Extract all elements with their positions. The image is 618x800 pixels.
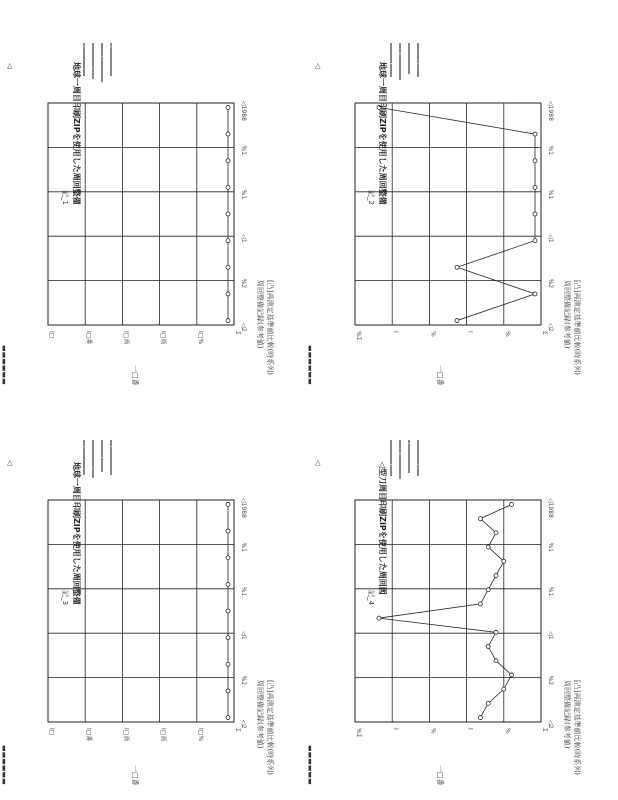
- notes-text-mark: [83, 458, 85, 462]
- page-mid-edge-mark: ▬▬▬▬▬▬: [306, 345, 314, 385]
- notes-text-mark: [83, 57, 85, 61]
- x-tick-label: ◁2: [240, 323, 247, 332]
- y-tick-label: I□番: [85, 728, 93, 742]
- y-tick-label: I□: [48, 331, 55, 339]
- page-mid-edge-mark-2: ▬▬▬▬▬▬: [306, 745, 314, 785]
- notes-text-mark: [399, 64, 401, 68]
- page-label-2: 一□番: [131, 765, 139, 786]
- data-point: [486, 701, 490, 705]
- data-point: [226, 716, 230, 720]
- data-point: [455, 319, 459, 323]
- notes-text-mark: [83, 43, 85, 46]
- x-tick-label: %2: [547, 675, 554, 686]
- y-tick-label: %Σ: [355, 331, 362, 341]
- notes-text-mark: [399, 50, 401, 53]
- notes-text-mark: [417, 461, 419, 464]
- notes-text-mark: [399, 465, 401, 469]
- x-tick-label: %1: [240, 189, 247, 200]
- x-tick-label: %1: [547, 586, 554, 597]
- notes-text-mark: [399, 468, 401, 479]
- notes-text-mark: [110, 71, 112, 76]
- y-tick-label: I□%: [196, 728, 204, 742]
- notes-text-mark: [101, 68, 103, 72]
- page-label-4: 一□番: [436, 765, 444, 786]
- x-tick-label: %1: [547, 189, 554, 200]
- x-tick-label: %1: [240, 542, 247, 552]
- notes-text-mark: [83, 444, 85, 447]
- x-tick-label: %1: [240, 145, 247, 155]
- data-point: [486, 645, 490, 649]
- panel-footer-3a: [凸]再測定基準値比較(時系列): [266, 680, 274, 775]
- data-point: [226, 132, 230, 136]
- notes-text-mark: [417, 71, 419, 77]
- notes-text-mark: [101, 468, 103, 472]
- y-tick-label: I□画: [122, 728, 130, 742]
- notes-text-mark: [399, 71, 401, 80]
- data-point: [226, 636, 230, 640]
- y-tick-label: %: [503, 728, 511, 734]
- page-left-edge-mark: ▬▬▬▬▬▬: [0, 345, 8, 385]
- y-tick-label: I□画: [159, 728, 167, 742]
- y-tick-label: I□画: [159, 331, 167, 345]
- page-left-edge-mark-2: ▬▬▬▬▬▬: [0, 745, 8, 785]
- data-point: [510, 673, 514, 677]
- data-point: [533, 292, 537, 296]
- notes-text-mark: [408, 440, 410, 443]
- panel-subtitle-3: 記_3: [61, 590, 69, 605]
- corner-mark: ◁: [314, 460, 322, 466]
- corner-mark: ◁: [6, 63, 14, 69]
- x-tick-label: %2: [240, 278, 247, 289]
- y-tick-label: I: [466, 728, 474, 730]
- notes-text-mark: [408, 54, 410, 58]
- y-tick-label: Σ: [234, 331, 241, 335]
- notes-text-mark: [110, 57, 112, 61]
- notes-text-mark: [390, 71, 392, 77]
- notes-text-mark: [417, 444, 419, 448]
- x-tick-label: ◁2: [547, 720, 554, 729]
- x-tick-label: ◁1: [547, 234, 554, 243]
- notes-text-mark: [390, 468, 392, 476]
- notes-text-mark: [408, 468, 410, 473]
- data-point: [226, 502, 230, 506]
- corner-mark: ◁: [6, 460, 14, 466]
- notes-text-mark: [390, 43, 392, 47]
- data-point: [533, 239, 537, 243]
- data-point: [226, 609, 230, 613]
- data-point: [226, 265, 230, 269]
- x-tick-label: ◁2: [547, 323, 554, 332]
- data-point: [494, 531, 498, 535]
- data-point: [533, 159, 537, 163]
- x-tick-label: ◁1988: [547, 101, 554, 121]
- series-line: [379, 504, 512, 717]
- notes-text-mark: [110, 458, 112, 462]
- data-point: [226, 239, 230, 243]
- panel-title-2: 地球一周目印刷ZIPを使用した周回整備: [378, 62, 387, 205]
- y-tick-label: Σ: [541, 728, 548, 732]
- data-point: [478, 517, 482, 521]
- notes-text-mark: [390, 61, 392, 64]
- x-tick-label: ◁2: [240, 720, 247, 729]
- y-tick-label: Σ: [541, 331, 548, 335]
- data-point: [478, 602, 482, 606]
- panel-footer-2b: 周回整備記録(参考値): [563, 280, 571, 349]
- y-tick-label: I: [466, 331, 474, 333]
- y-tick-label: I□番: [85, 331, 93, 345]
- y-tick-label: I□%: [196, 331, 204, 345]
- data-point: [486, 545, 490, 549]
- panel-title-4: ◁型刀周目印刷ZIPを使用した周回図: [378, 462, 387, 595]
- notes-text-mark: [83, 71, 85, 76]
- x-tick-label: ◁1988: [240, 498, 247, 518]
- notes-text-mark: [101, 71, 103, 82]
- panel-subtitle-4: 記_4: [367, 590, 375, 605]
- data-point: [226, 662, 230, 666]
- data-point: [455, 265, 459, 269]
- x-tick-label: ◁1988: [547, 498, 554, 518]
- data-point: [226, 689, 230, 693]
- notes-text-mark: [101, 454, 103, 457]
- notes-text-mark: [408, 454, 410, 458]
- notes-text-mark: [92, 447, 94, 451]
- data-point: [226, 529, 230, 533]
- notes-text-mark: [92, 71, 94, 79]
- panel-subtitle-2: 記_2: [367, 190, 375, 205]
- notes-text-mark: [92, 64, 94, 67]
- notes-text-mark: [390, 461, 392, 464]
- data-point: [377, 616, 381, 620]
- y-tick-label: I: [392, 728, 400, 730]
- data-point: [502, 687, 506, 691]
- panel-title-3: 地球一周目印刷ZIPを使用した周回整備: [72, 462, 81, 605]
- panel-footer-2a: [凸]再測定基準値比較(時系列): [573, 280, 581, 375]
- panel-footer-4a: [凸]再測定基準値比較(時系列): [573, 680, 581, 775]
- notes-text-mark: [110, 43, 112, 46]
- page-label: 一□番: [131, 365, 139, 386]
- data-point: [533, 185, 537, 189]
- data-point: [226, 105, 230, 109]
- data-point: [502, 559, 506, 563]
- x-tick-label: %1: [547, 542, 554, 552]
- notes-text-mark: [399, 451, 401, 454]
- notes-text-mark: [92, 468, 94, 478]
- panel-footer-1a: [凸]再測定基準値比較(時系列): [266, 280, 274, 375]
- notes-text-mark: [92, 47, 94, 51]
- panel-subtitle-1: 記_1: [61, 190, 69, 205]
- series-line: [379, 107, 535, 320]
- panel-footer-4b: 周回整備記録(参考値): [563, 680, 571, 749]
- data-point: [226, 319, 230, 323]
- data-point: [533, 132, 537, 136]
- notes-text-mark: [417, 61, 419, 64]
- y-tick-label: I□: [48, 728, 55, 736]
- data-point: [533, 212, 537, 216]
- data-point: [478, 716, 482, 720]
- y-tick-label: I: [392, 331, 400, 333]
- data-point: [226, 185, 230, 189]
- notes-text-mark: [417, 43, 419, 47]
- notes-text-mark: [390, 444, 392, 448]
- x-tick-label: ◁1: [240, 234, 247, 243]
- y-tick-label: %: [503, 331, 511, 337]
- notes-text-mark: [83, 468, 85, 475]
- page-label-3: 一□番: [436, 365, 444, 386]
- data-point: [494, 573, 498, 577]
- x-tick-label: %1: [240, 586, 247, 597]
- corner-mark: ◁: [314, 63, 322, 69]
- x-tick-label: %2: [240, 675, 247, 686]
- data-point: [226, 292, 230, 296]
- notes-text-mark: [408, 71, 410, 74]
- notes-text-mark: [110, 468, 112, 475]
- y-tick-label: %Σ: [355, 728, 362, 738]
- x-tick-label: ◁1988: [240, 101, 247, 121]
- data-point: [494, 659, 498, 663]
- y-tick-label: %: [429, 331, 437, 337]
- x-tick-label: %2: [547, 278, 554, 289]
- data-point: [226, 212, 230, 216]
- notes-text-mark: [101, 54, 103, 57]
- panel-footer-3b: 周回整備記録(参考値): [256, 680, 264, 749]
- notes-text-mark: [92, 465, 94, 468]
- y-tick-label: Σ: [234, 728, 241, 732]
- data-point: [226, 159, 230, 163]
- data-point: [494, 630, 498, 634]
- data-point: [486, 588, 490, 592]
- x-tick-label: %1: [547, 145, 554, 155]
- x-tick-label: ◁1: [240, 631, 247, 640]
- notes-text-mark: [110, 444, 112, 447]
- panel-title-1: 地球一周目印刷ZIPを使用した周回整備: [72, 62, 81, 205]
- data-point: [226, 582, 230, 586]
- y-tick-label: I□画: [122, 331, 130, 345]
- x-tick-label: ◁1: [547, 631, 554, 640]
- y-tick-label: %: [429, 728, 437, 734]
- data-point: [226, 556, 230, 560]
- data-point: [510, 502, 514, 506]
- notes-text-mark: [417, 468, 419, 476]
- panel-footer-1b: 周回整備記録(参考値): [256, 280, 264, 349]
